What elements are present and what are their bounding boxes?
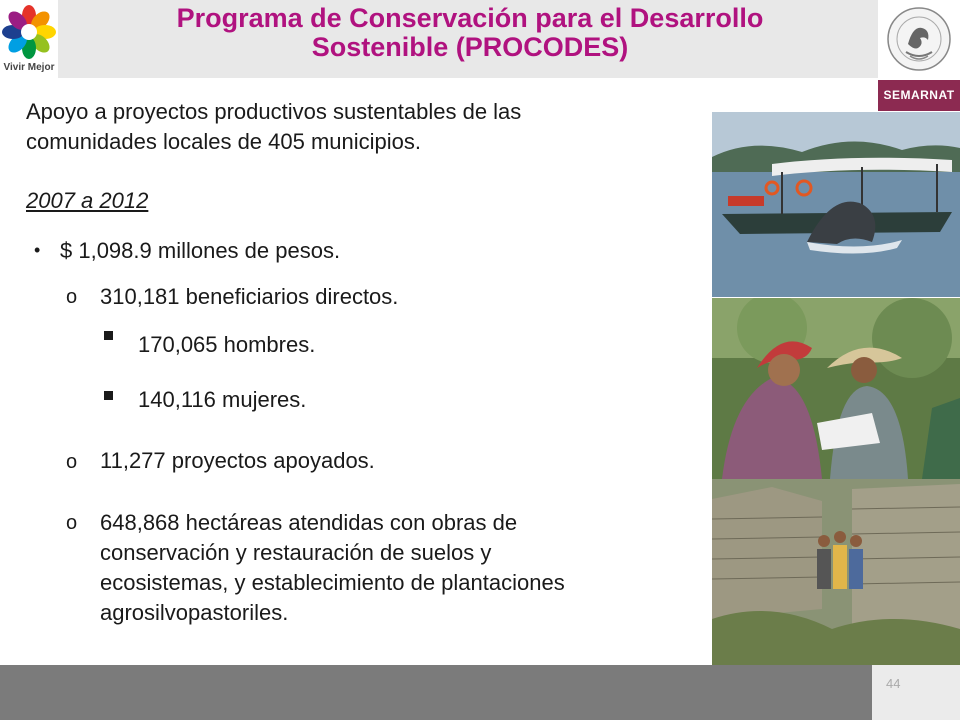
bullet-circle-icon: o — [66, 286, 78, 308]
flower-logo-icon — [0, 0, 58, 62]
hectares-line-3: ecosistemas, y establecimiento de plantaciones — [100, 570, 565, 595]
stone-ruins-photo — [712, 479, 960, 665]
bullet-circle-icon: o — [66, 512, 78, 534]
beneficiaries-item: 310,181 beneficiarios directos. — [100, 284, 399, 309]
national-seal-icon — [878, 0, 960, 78]
title-line-2: Sostenible (PROCODES) — [311, 32, 629, 62]
title-line-1: Programa de Conservación para el Desarrollo — [176, 3, 764, 33]
amount-item: $ 1,098.9 millones de pesos. — [60, 238, 341, 263]
vivir-mejor-logo — [0, 0, 58, 78]
page-title — [70, 4, 870, 62]
intro-line-2: comunidades locales de 405 municipios. — [26, 129, 422, 154]
logo-text: Vivir Mejor — [3, 62, 55, 73]
hectares-line-2: conservación y restauración de suelos y — [100, 540, 492, 565]
bullet-circle-icon: o — [66, 451, 78, 473]
mexico-seal — [878, 0, 960, 78]
men-item: 170,065 hombres. — [138, 332, 316, 357]
intro-line-1: Apoyo a proyectos productivos sustentables de las — [26, 99, 522, 124]
women-item: 140,116 mujeres. — [138, 387, 307, 412]
hectares-line-1: 648,868 hectáreas atendidas con obras de — [100, 510, 518, 535]
bullet-square-icon — [104, 331, 113, 340]
bullet-dot-icon: • — [34, 240, 41, 260]
hectares-line-4: agrosilvopastoriles. — [100, 600, 289, 625]
hectares-item — [100, 508, 700, 628]
projects-item: 11,277 proyectos apoyados. — [100, 448, 375, 473]
slide-header — [0, 0, 960, 78]
intro-paragraph — [26, 97, 706, 157]
semarnat-logo: SEMARNAT — [878, 80, 960, 111]
bullet-square-icon — [104, 391, 113, 400]
page-number: 44 — [886, 676, 901, 691]
footer-right-panel — [872, 665, 960, 720]
field-workers-photo — [712, 298, 960, 479]
whale-boat-photo — [712, 112, 960, 297]
period-heading: 2007 a 2012 — [26, 188, 149, 213]
footer-bar — [0, 665, 872, 720]
